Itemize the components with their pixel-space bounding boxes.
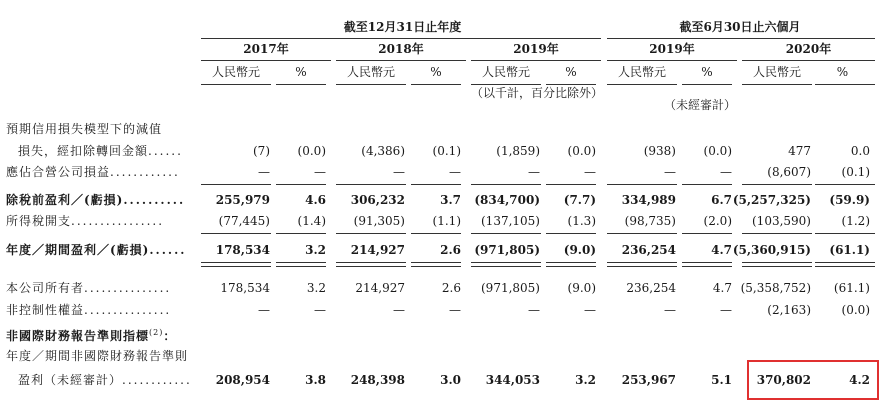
subheader-pct: % [701, 65, 713, 79]
subtotal-rule [546, 233, 596, 234]
row-label-line1: 年度／期間非國際財務報告準則 [6, 349, 189, 363]
cell-pct-2019-6m: 5.1 [711, 373, 732, 387]
total-double-rule [201, 262, 271, 267]
cell-rmb-2017: — [258, 303, 270, 317]
total-double-rule [607, 262, 677, 267]
cell-pct-2017: 3.2 [306, 281, 326, 295]
cell-rmb-2020-6m: (103,590) [752, 214, 811, 228]
cell-rmb-2018: 306,232 [350, 193, 405, 207]
cell-pct-2019: (0.0) [567, 144, 596, 158]
cell-rmb-2017: — [258, 165, 270, 179]
cell-pct-2020-6m: (61.1) [829, 243, 870, 257]
cell-rmb-2017: 178,534 [215, 243, 270, 257]
cell-rmb-2018: (91,305) [353, 214, 405, 228]
cell-rmb-2017: 208,954 [215, 373, 270, 387]
cell-pct-2019: — [584, 165, 596, 179]
cell-rmb-2019-6m: — [664, 165, 676, 179]
cell-rmb-2017: (7) [253, 144, 270, 158]
group-underline-fy [201, 38, 601, 39]
cell-pct-2018: 2.6 [440, 243, 461, 257]
row-label: 損失，經扣除轉回金額...... [18, 144, 183, 158]
cell-rmb-2019: (971,805) [474, 243, 540, 257]
cell-rmb-2019: — [528, 165, 540, 179]
cell-pct-2018: (1.1) [432, 214, 461, 228]
year-underline [201, 60, 331, 61]
cell-rmb-2019: — [528, 303, 540, 317]
cell-rmb-2017: 255,979 [215, 193, 270, 207]
cell-pct-2019: (7.7) [563, 193, 596, 207]
cell-pct-2017: (0.0) [297, 144, 326, 158]
total-double-rule [336, 262, 406, 267]
cell-pct-2020-6m: (59.9) [829, 193, 870, 207]
cell-pct-2020-6m: (1.2) [841, 214, 870, 228]
subtotal-rule [201, 184, 271, 185]
cell-pct-2020-6m: (61.1) [833, 281, 870, 295]
cell-rmb-2019-6m: — [664, 303, 676, 317]
cell-rmb-2017: 178,534 [220, 281, 270, 295]
cell-pct-2018: — [449, 303, 461, 317]
cell-rmb-2019: 344,053 [485, 373, 540, 387]
cell-rmb-2019: (971,805) [481, 281, 540, 295]
cell-pct-2019: (9.0) [567, 281, 596, 295]
row-label: 年度／期間盈利／(虧損)...... [6, 243, 187, 257]
subtotal-rule [682, 184, 732, 185]
cell-rmb-2020-6m: 477 [788, 144, 811, 158]
cell-pct-2019-6m: 6.7 [711, 193, 732, 207]
cell-rmb-2018: (4,386) [361, 144, 405, 158]
subtotal-rule [471, 233, 541, 234]
cell-rmb-2019-6m: 334,989 [621, 193, 676, 207]
subtotal-rule [815, 233, 875, 234]
cell-pct-2019-6m: (0.0) [703, 144, 732, 158]
cell-pct-2019-6m: — [720, 303, 732, 317]
subtotal-rule [742, 233, 812, 234]
cell-rmb-2020-6m: (5,358,752) [740, 281, 811, 295]
note-thousands: （以千計，百分比除外） [471, 86, 604, 100]
subheader-pct: % [295, 65, 307, 79]
subtotal-rule [411, 233, 461, 234]
row-label: 盈利（未經審計）............ [18, 373, 192, 387]
subtotal-rule [336, 233, 406, 234]
total-double-rule [411, 262, 461, 267]
subtotal-rule [546, 184, 596, 185]
subtotal-rule [607, 184, 677, 185]
cell-pct-2017: — [314, 303, 326, 317]
cell-rmb-2018: — [393, 303, 405, 317]
cell-rmb-2019-6m: 236,254 [626, 281, 676, 295]
row-label: 本公司所有者............... [6, 281, 172, 295]
year-underline [742, 60, 875, 61]
subheader-rmb: 人民幣元 [346, 65, 395, 79]
year-header-2020-6m: 2020年 [785, 42, 832, 56]
year-header-2019-6m: 2019年 [649, 42, 695, 56]
subheader-underline [742, 84, 812, 85]
subtotal-rule [471, 184, 541, 185]
cell-rmb-2019-6m: (98,735) [624, 214, 676, 228]
subtotal-rule [336, 184, 406, 185]
cell-rmb-2018: 214,927 [350, 243, 405, 257]
subtotal-rule [682, 233, 732, 234]
subheader-underline [201, 84, 271, 85]
cell-pct-2017: (1.4) [297, 214, 326, 228]
subtotal-rule [815, 184, 875, 185]
cell-rmb-2020-6m: (2,163) [767, 303, 811, 317]
subheader-rmb: 人民幣元 [481, 65, 530, 79]
cell-pct-2019: (1.3) [567, 214, 596, 228]
row-label: 除稅前盈利／(虧損).......... [6, 193, 186, 207]
cell-rmb-2019-6m: 236,254 [621, 243, 676, 257]
cell-rmb-2020-6m: (5,360,915) [732, 243, 811, 257]
subtotal-rule [607, 233, 677, 234]
year-header-2019: 2019年 [513, 42, 559, 56]
cell-pct-2017: — [314, 165, 326, 179]
year-underline [607, 60, 737, 61]
cell-pct-2020-6m: 0.0 [850, 144, 870, 158]
row-label-line1: 預期信用損失模型下的減值 [6, 122, 163, 136]
cell-pct-2017: 4.6 [305, 193, 326, 207]
cell-rmb-2020-6m: 370,802 [756, 373, 811, 387]
subheader-rmb: 人民幣元 [617, 65, 666, 79]
cell-pct-2019-6m: 4.7 [711, 243, 732, 257]
subheader-pct: % [836, 65, 849, 79]
row-label: 所得稅開支................ [6, 214, 165, 228]
total-double-rule [742, 262, 812, 267]
group-header-six-months: 截至6月30日止六個月 [679, 20, 801, 34]
year-underline [336, 60, 466, 61]
subheader-underline [815, 84, 875, 85]
cell-pct-2019: 3.2 [575, 373, 596, 387]
cell-rmb-2017: (77,445) [218, 214, 270, 228]
total-double-rule [815, 262, 875, 267]
cell-pct-2018: 2.6 [441, 281, 461, 295]
cell-rmb-2018: — [393, 165, 405, 179]
cell-rmb-2018: 214,927 [355, 281, 405, 295]
cell-pct-2020-6m: (0.1) [841, 165, 870, 179]
note-unaudited: （未經審計） [663, 98, 736, 112]
group-underline-6m [607, 38, 875, 39]
cell-pct-2019-6m: — [720, 165, 732, 179]
cell-rmb-2019: (1,859) [496, 144, 540, 158]
cell-pct-2018: 3.0 [440, 373, 461, 387]
cell-pct-2017: 3.8 [305, 373, 326, 387]
cell-rmb-2020-6m: (5,257,325) [732, 193, 811, 207]
year-header-2018: 2018年 [378, 42, 424, 56]
subtotal-rule [201, 233, 271, 234]
group-header-fiscal-year: 截至12月31日止年度 [343, 20, 462, 34]
total-double-rule [682, 262, 732, 267]
subtotal-rule [276, 233, 326, 234]
cell-pct-2019: — [584, 303, 596, 317]
subheader-underline [607, 84, 677, 85]
total-double-rule [471, 262, 541, 267]
cell-pct-2018: (0.1) [432, 144, 461, 158]
subheader-rmb: 人民幣元 [752, 65, 801, 79]
cell-pct-2019: (9.0) [563, 243, 596, 257]
cell-rmb-2019-6m: (938) [643, 144, 676, 158]
year-underline [471, 60, 601, 61]
subtotal-rule [276, 184, 326, 185]
cell-rmb-2019-6m: 253,967 [621, 373, 676, 387]
cell-pct-2020-6m: (0.0) [841, 303, 870, 317]
row-label: 非控制性權益............... [6, 303, 172, 317]
subtotal-rule [742, 184, 812, 185]
cell-pct-2020-6m: 4.2 [849, 373, 870, 387]
cell-rmb-2019: (834,700) [474, 193, 540, 207]
cell-rmb-2018: 248,398 [350, 373, 405, 387]
cell-pct-2019-6m: 4.7 [712, 281, 732, 295]
total-double-rule [276, 262, 326, 267]
cell-pct-2018: 3.7 [440, 193, 461, 207]
year-header-2017: 2017年 [243, 42, 289, 56]
row-label: 應佔合營公司損益............ [6, 165, 180, 179]
cell-pct-2017: 3.2 [305, 243, 326, 257]
subheader-pct: % [430, 65, 442, 79]
subheader-pct: % [565, 65, 577, 79]
subheader-rmb: 人民幣元 [211, 65, 260, 79]
subtotal-rule [411, 184, 461, 185]
cell-pct-2018: — [449, 165, 461, 179]
cell-rmb-2020-6m: (8,607) [767, 165, 811, 179]
subheader-underline [471, 84, 541, 85]
subheader-underline [546, 84, 596, 85]
subheader-underline [411, 84, 461, 85]
cell-pct-2019-6m: (2.0) [703, 214, 732, 228]
subheader-underline [276, 84, 326, 85]
subheader-underline [682, 84, 732, 85]
section-heading-non-ifrs: 非國際財務報告準則指標$^{(2)}$： [6, 328, 177, 343]
cell-rmb-2019: (137,105) [481, 214, 540, 228]
subheader-underline [336, 84, 406, 85]
total-double-rule [546, 262, 596, 267]
